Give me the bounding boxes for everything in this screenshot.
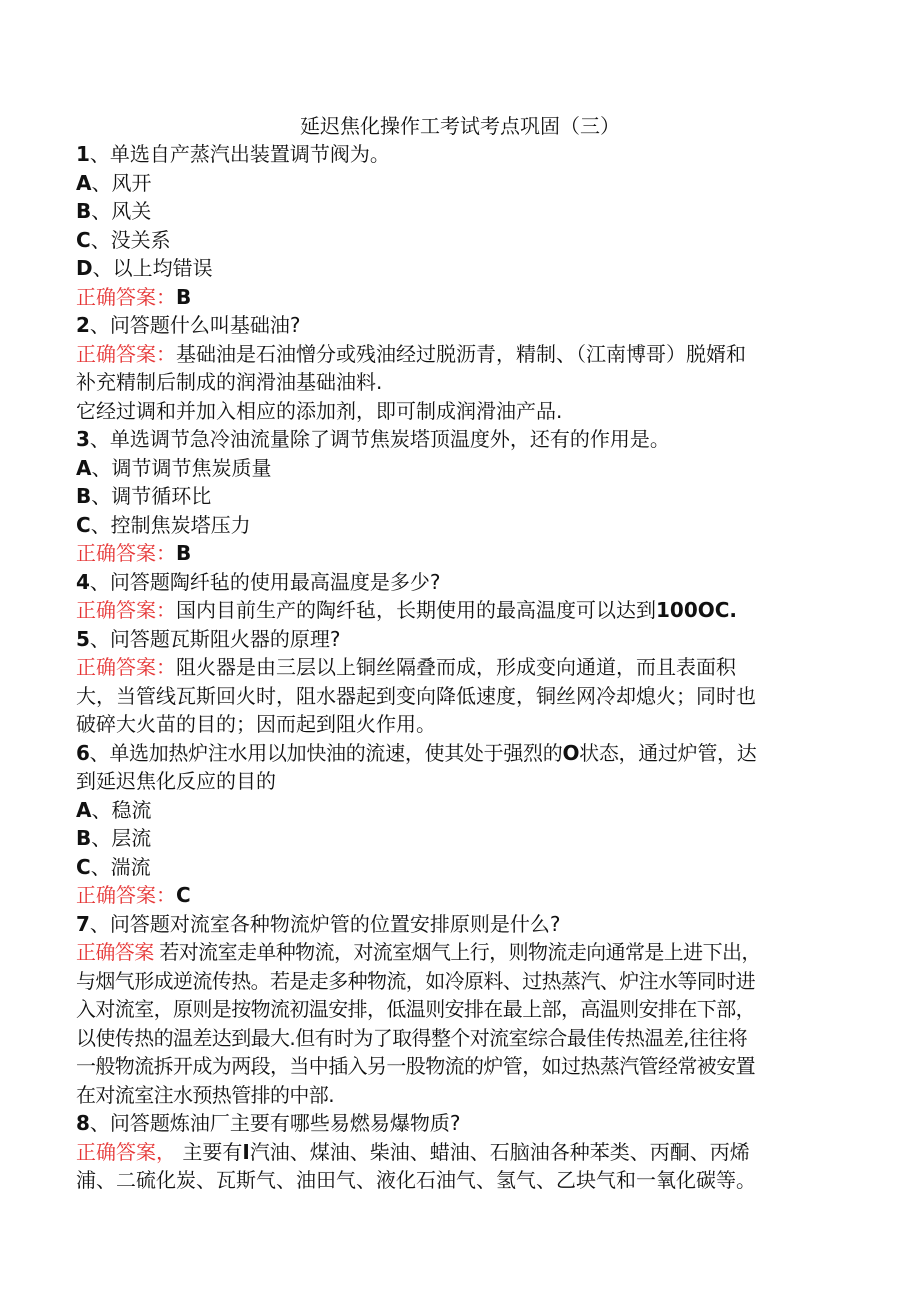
option-b	[76, 197, 836, 226]
answer-7-line: 一般物流拆开成为两段，当中插入另一股物流的炉管，如过热蒸汽管经常被安置	[76, 1054, 755, 1078]
option-letter: C	[76, 512, 91, 537]
option-c	[76, 226, 836, 255]
answer-1	[76, 283, 836, 312]
question-text: 、单选调节急冷油流量除了调节焦炭塔顶温度外，还有的作用是。	[89, 427, 670, 451]
answer-5	[76, 653, 836, 682]
question-3	[76, 425, 836, 454]
option-d	[76, 254, 836, 283]
option-text: 、调节循环比	[91, 484, 212, 508]
answer-text: 基础油是石油憎分或残油经过脱沥青，精制、（江南博哥）脱婿和	[176, 341, 746, 366]
answer-label: 正确答案：	[76, 883, 176, 907]
answer-value: C	[176, 883, 191, 907]
answer-label: 正确答案：	[76, 341, 176, 366]
option-text: 、控制焦炭塔压力	[90, 512, 251, 537]
question-number: 6	[76, 740, 90, 765]
answer-7-line: 以使传热的温差达到最大.但有时为了取得整个对流室综合最佳传热温差,往往将	[76, 1025, 748, 1050]
option-text: 、没关系	[90, 227, 171, 252]
option-a	[76, 169, 836, 198]
answer-text: 汽油、煤油、柴油、蜡油、石脑油各种苯类、丙酮、丙烯	[249, 1139, 750, 1164]
page-title: 延迟焦化操作工考试考点巩固（三）	[300, 114, 620, 138]
question-7	[76, 910, 836, 939]
answer-8	[76, 1138, 836, 1167]
option-a	[76, 454, 836, 483]
option-a	[76, 796, 836, 825]
option-text: 、风开	[91, 170, 152, 195]
question-blank: O	[562, 740, 580, 765]
answer-5-line: 破碎大火苗的目的；因而起到阻火作用。	[76, 712, 436, 736]
answer-label: 正确答案：	[76, 284, 176, 309]
answer-6	[76, 881, 836, 910]
option-c	[76, 853, 836, 882]
question-1	[76, 140, 836, 169]
answer-text: 阻火器是由三层以上铜丝隔叠而成，形成变向通道，而且表面积	[176, 655, 736, 679]
option-text: 、稳流	[91, 797, 152, 822]
question-4	[76, 568, 836, 597]
question-text: 、单选自产蒸汽出装置调节阀为。	[89, 142, 390, 166]
option-text: 、层流	[91, 826, 152, 850]
option-letter: A	[76, 170, 92, 195]
answer-2	[76, 340, 836, 369]
answer-5-line: 大，当管线瓦斯回火时，阻水器起到变向降低速度，铜丝网冷却熄火；同时也	[76, 683, 756, 708]
answer-text: 主要有	[176, 1139, 243, 1164]
option-letter: B	[76, 199, 92, 223]
option-c	[76, 511, 836, 540]
option-text: 、风关	[91, 199, 152, 223]
option-letter: B	[76, 484, 92, 508]
answer-temperature: 100OC.	[656, 598, 738, 622]
answer-7-line: 入对流室，原则是按物流初温安排，低温则安排在最上部，高温则安排在下部，	[76, 997, 755, 1021]
question-number: 7	[76, 911, 90, 936]
question-number: 2	[76, 313, 90, 337]
option-b	[76, 482, 836, 511]
option-text: 、调节调节焦炭质量	[91, 455, 272, 480]
question-number: 3	[76, 427, 90, 451]
option-text: 、湍流	[90, 854, 151, 879]
answer-3	[76, 539, 836, 568]
option-letter: A	[76, 797, 92, 822]
question-6-line: 到延迟焦化反应的目的	[76, 769, 276, 793]
question-text: 、问答题什么叫基础油?	[89, 313, 301, 337]
answer-label: 正确答案	[76, 940, 154, 964]
question-text: 、问答题对流室各种物流炉管的位置安排原则是什么?	[89, 911, 561, 936]
question-number: 8	[76, 1111, 90, 1135]
question-8	[76, 1109, 836, 1138]
question-text: 、问答题瓦斯阻火器的原理?	[89, 626, 341, 651]
answer-value: B	[176, 284, 192, 309]
answer-8-line: 浦、二硫化炭、瓦斯气、油田气、液化石油气、氢气、乙块气和一氧化碳等。	[76, 1168, 756, 1192]
option-letter: C	[76, 227, 91, 252]
answer-text: 国内目前生产的陶纤毡，长期使用的最高温度可以达到	[176, 598, 656, 622]
question-number: 4	[76, 569, 90, 594]
question-text: 状态，通过炉管，达	[579, 740, 757, 765]
option-letter: A	[76, 455, 92, 480]
answer-7-line: 与烟气形成逆流传热。若是走多种物流，如冷原料、过热蒸汽、炉注水等同时进	[76, 968, 755, 993]
answer-label: 正确答案，	[76, 1139, 176, 1164]
answer-value: B	[176, 541, 192, 565]
option-text: 、以上均错误	[92, 256, 213, 280]
answer-2-line: 补充精制后制成的润滑油基础油料.	[76, 370, 383, 394]
answer-text: I	[242, 1139, 250, 1164]
question-6	[76, 739, 836, 768]
answer-label: 正确答案：	[76, 655, 176, 679]
option-letter: B	[76, 826, 92, 850]
answer-7	[76, 938, 836, 967]
question-text: 、问答题陶纤毡的使用最高温度是多少?	[89, 569, 441, 594]
document-body	[76, 140, 836, 1195]
option-letter: D	[76, 256, 93, 280]
question-text: 、问答题炼油厂主要有哪些易燃易爆物质?	[89, 1111, 461, 1135]
question-text: 、单选加热炉注水用以加快油的流速，使其处于强烈的	[89, 740, 563, 765]
answer-text: 若对流室走单种物流，对流室烟气上行，则物流走向通常是上进下出，	[153, 940, 761, 964]
question-5	[76, 625, 836, 654]
question-number: 1	[76, 142, 90, 166]
answer-label: 正确答案：	[76, 541, 176, 565]
answer-7-line: 在对流室注水预热管排的中部.	[76, 1082, 334, 1107]
question-number: 5	[76, 626, 90, 651]
answer-2-line: 它经过调和并加入相应的添加剂，即可制成润滑油产品.	[76, 398, 563, 423]
question-2	[76, 311, 836, 340]
option-b	[76, 824, 836, 853]
answer-label: 正确答案：	[76, 598, 176, 622]
option-letter: C	[76, 854, 91, 879]
answer-4	[76, 596, 836, 625]
